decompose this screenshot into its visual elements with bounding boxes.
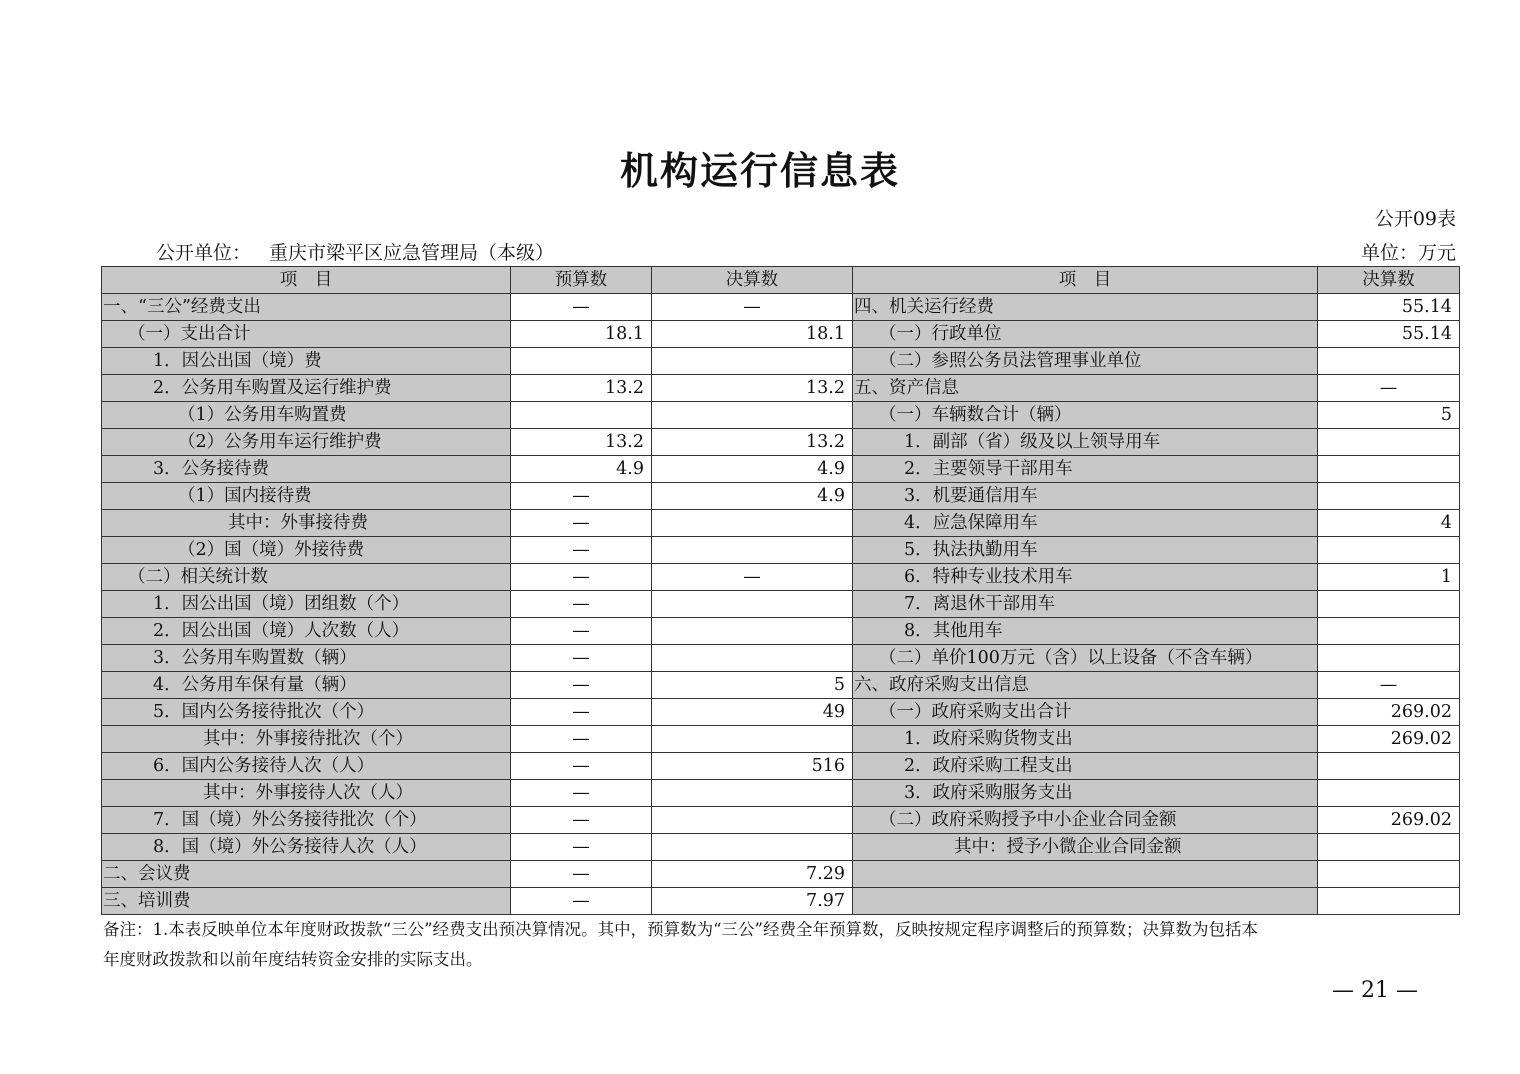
header-budget: 预算数 — [511, 267, 652, 294]
right-final-cell — [1318, 483, 1460, 510]
right-final-cell — [1318, 537, 1460, 564]
final-cell: 4.9 — [652, 483, 853, 510]
right-item-cell: 7．离退休干部用车 — [853, 591, 1318, 618]
right-item-cell: 1．政府采购货物支出 — [853, 726, 1318, 753]
right-final-cell: — — [1318, 375, 1460, 402]
budget-cell: — — [511, 834, 652, 861]
final-cell — [652, 834, 853, 861]
right-final-cell: — — [1318, 672, 1460, 699]
unit-measure: 单位：万元 — [1360, 242, 1456, 264]
left-item-cell: （1）公务用车购置费 — [102, 402, 511, 429]
left-item-cell: 三、培训费 — [102, 888, 511, 915]
unit-name: 重庆市梁平区应急管理局（本级） — [269, 242, 555, 264]
budget-cell: — — [511, 564, 652, 591]
table-row — [102, 726, 1460, 753]
right-final-cell: 269.02 — [1318, 726, 1460, 753]
right-final-cell: 269.02 — [1318, 807, 1460, 834]
budget-cell: — — [511, 699, 652, 726]
budget-cell: — — [511, 807, 652, 834]
table-row — [102, 375, 1460, 402]
page-number: — 21 — — [1332, 978, 1418, 1003]
header-right-final: 决算数 — [1318, 267, 1460, 294]
budget-cell — [511, 402, 652, 429]
reporting-unit — [156, 238, 554, 265]
table-header-row — [102, 267, 1460, 294]
left-item-cell: 6．国内公务接待人次（人） — [102, 753, 511, 780]
right-final-cell — [1318, 780, 1460, 807]
final-cell — [652, 807, 853, 834]
final-cell — [652, 537, 853, 564]
left-item-cell: （二）相关统计数 — [102, 564, 511, 591]
table-row — [102, 780, 1460, 807]
table-row — [102, 537, 1460, 564]
final-cell: 516 — [652, 753, 853, 780]
left-item-cell: （一）支出合计 — [102, 321, 511, 348]
final-cell: 18.1 — [652, 321, 853, 348]
page-title: 机构运行信息表 — [619, 148, 900, 193]
right-item-cell: （二）参照公务员法管理事业单位 — [853, 348, 1318, 375]
form-number: 公开09表 — [1374, 208, 1456, 230]
left-item-cell: 3．公务用车购置数（辆） — [102, 645, 511, 672]
left-item-cell: 二、会议费 — [102, 861, 511, 888]
budget-cell: — — [511, 861, 652, 888]
final-cell: 13.2 — [652, 429, 853, 456]
table-row — [102, 402, 1460, 429]
left-item-cell: 其中：外事接待人次（人） — [102, 780, 511, 807]
budget-cell: — — [511, 726, 652, 753]
right-item-cell: （一）政府采购支出合计 — [853, 699, 1318, 726]
table-row — [102, 294, 1460, 321]
right-final-cell: 55.14 — [1318, 294, 1460, 321]
right-final-cell — [1318, 348, 1460, 375]
final-cell: 7.29 — [652, 861, 853, 888]
right-final-cell — [1318, 753, 1460, 780]
left-item-cell: 4．公务用车保有量（辆） — [102, 672, 511, 699]
left-item-cell: 1．因公出国（境）团组数（个） — [102, 591, 511, 618]
final-cell: 5 — [652, 672, 853, 699]
budget-cell: 4.9 — [511, 456, 652, 483]
right-final-cell — [1318, 888, 1460, 915]
final-cell: — — [652, 564, 853, 591]
table-row — [102, 861, 1460, 888]
budget-cell: — — [511, 510, 652, 537]
right-item-cell: （二）单价100万元（含）以上设备（不含车辆） — [853, 645, 1318, 672]
right-final-cell: 5 — [1318, 402, 1460, 429]
left-item-cell: 8．国（境）外公务接待人次（人） — [102, 834, 511, 861]
final-cell — [652, 645, 853, 672]
right-item-cell — [853, 861, 1318, 888]
right-item-cell — [853, 888, 1318, 915]
right-final-cell — [1318, 861, 1460, 888]
budget-cell: — — [511, 591, 652, 618]
left-item-cell: 其中：外事接待费 — [102, 510, 511, 537]
left-item-cell: 一、“三公”经费支出 — [102, 294, 511, 321]
table-row — [102, 618, 1460, 645]
right-item-cell: 8．其他用车 — [853, 618, 1318, 645]
right-final-cell: 1 — [1318, 564, 1460, 591]
right-final-cell — [1318, 834, 1460, 861]
left-item-cell: （2）国（境）外接待费 — [102, 537, 511, 564]
right-item-cell: 3．政府采购服务支出 — [853, 780, 1318, 807]
right-item-cell: 2．主要领导干部用车 — [853, 456, 1318, 483]
final-cell: 4.9 — [652, 456, 853, 483]
right-item-cell: 5．执法执勤用车 — [853, 537, 1318, 564]
header-right-item: 项 目 — [853, 267, 1318, 294]
header-final: 决算数 — [652, 267, 853, 294]
final-cell — [652, 402, 853, 429]
info-table — [101, 266, 1460, 915]
right-final-cell — [1318, 591, 1460, 618]
right-final-cell — [1318, 645, 1460, 672]
right-final-cell — [1318, 618, 1460, 645]
left-item-cell: 1．因公出国（境）费 — [102, 348, 511, 375]
right-item-cell: 4．应急保障用车 — [853, 510, 1318, 537]
note-line: 备注：1.本表反映单位本年度财政拨款“三公”经费支出预决算情况。其中，预算数为“三公”经费全年预算数，反映按规定程序调整后的预算数；决算数为包括本 — [103, 920, 1258, 939]
final-cell — [652, 780, 853, 807]
right-item-cell: （一）车辆数合计（辆） — [853, 402, 1318, 429]
budget-cell — [511, 348, 652, 375]
unit-label: 公开单位： — [156, 242, 252, 264]
table-row — [102, 699, 1460, 726]
right-item-cell: 四、机关运行经费 — [853, 294, 1318, 321]
notes — [103, 915, 1433, 975]
final-cell — [652, 348, 853, 375]
right-item-cell: 其中：授予小微企业合同金额 — [853, 834, 1318, 861]
table-row — [102, 483, 1460, 510]
budget-cell: — — [511, 294, 652, 321]
budget-cell: — — [511, 537, 652, 564]
right-item-cell: 六、政府采购支出信息 — [853, 672, 1318, 699]
left-item-cell: 5．国内公务接待批次（个） — [102, 699, 511, 726]
right-item-cell: （一）行政单位 — [853, 321, 1318, 348]
final-cell: 7.97 — [652, 888, 853, 915]
budget-cell: — — [511, 645, 652, 672]
right-final-cell: 4 — [1318, 510, 1460, 537]
note-line: 年度财政拨款和以前年度结转资金安排的实际支出。 — [103, 950, 483, 969]
table-row — [102, 348, 1460, 375]
right-item-cell: 1．副部（省）级及以上领导用车 — [853, 429, 1318, 456]
left-item-cell: （2）公务用车运行维护费 — [102, 429, 511, 456]
table-row — [102, 510, 1460, 537]
left-item-cell: 其中：外事接待批次（个） — [102, 726, 511, 753]
table-row — [102, 753, 1460, 780]
final-cell — [652, 618, 853, 645]
table-row — [102, 321, 1460, 348]
final-cell: 13.2 — [652, 375, 853, 402]
right-final-cell — [1318, 456, 1460, 483]
right-final-cell — [1318, 429, 1460, 456]
table-row — [102, 456, 1460, 483]
left-item-cell: 3．公务接待费 — [102, 456, 511, 483]
right-item-cell: 6．特种专业技术用车 — [853, 564, 1318, 591]
table-row — [102, 834, 1460, 861]
budget-cell: — — [511, 483, 652, 510]
budget-cell: — — [511, 672, 652, 699]
table-row — [102, 564, 1460, 591]
budget-cell: 13.2 — [511, 429, 652, 456]
right-item-cell: 2．政府采购工程支出 — [853, 753, 1318, 780]
budget-cell: — — [511, 888, 652, 915]
final-cell: 49 — [652, 699, 853, 726]
budget-cell: — — [511, 780, 652, 807]
left-item-cell: （1）国内接待费 — [102, 483, 511, 510]
left-item-cell: 7．国（境）外公务接待批次（个） — [102, 807, 511, 834]
table-row — [102, 429, 1460, 456]
final-cell: — — [652, 294, 853, 321]
header-left-item: 项 目 — [102, 267, 511, 294]
final-cell — [652, 591, 853, 618]
table-row — [102, 645, 1460, 672]
right-item-cell: （二）政府采购授予中小企业合同金额 — [853, 807, 1318, 834]
table-row — [102, 672, 1460, 699]
left-item-cell: 2．公务用车购置及运行维护费 — [102, 375, 511, 402]
table-row — [102, 807, 1460, 834]
final-cell — [652, 726, 853, 753]
right-item-cell: 3．机要通信用车 — [853, 483, 1318, 510]
table-row — [102, 888, 1460, 915]
final-cell — [652, 510, 853, 537]
budget-cell: — — [511, 753, 652, 780]
budget-cell: — — [511, 618, 652, 645]
right-final-cell: 269.02 — [1318, 699, 1460, 726]
right-final-cell: 55.14 — [1318, 321, 1460, 348]
table-row — [102, 591, 1460, 618]
right-item-cell: 五、资产信息 — [853, 375, 1318, 402]
table-body — [102, 294, 1460, 915]
budget-cell: 18.1 — [511, 321, 652, 348]
budget-cell: 13.2 — [511, 375, 652, 402]
left-item-cell: 2．因公出国（境）人次数（人） — [102, 618, 511, 645]
